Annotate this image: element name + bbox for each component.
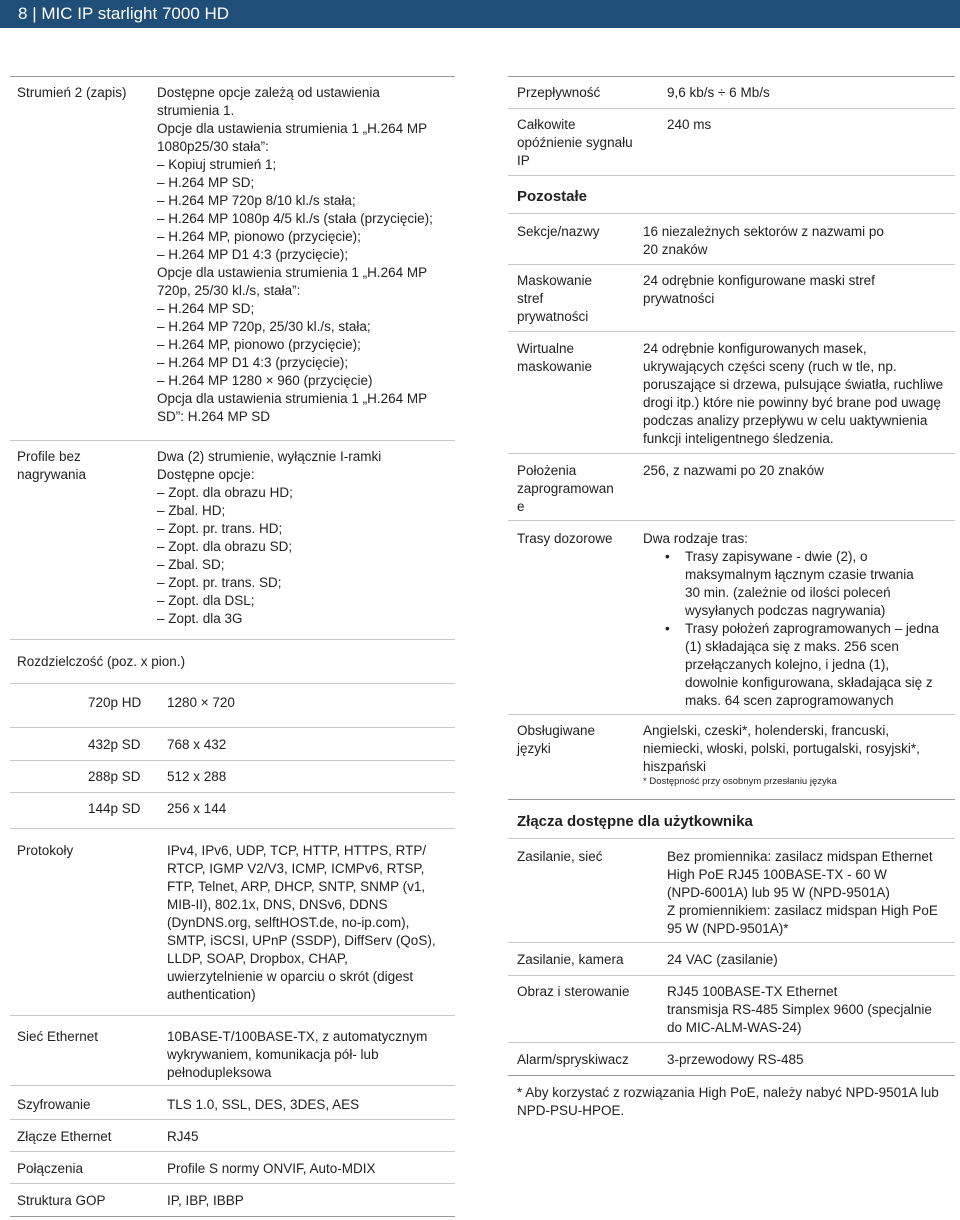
section-title-connectors: Złącza dostępne dla użytkownika [517, 813, 753, 830]
languages-value: Angielski, czeski*, holenderski, francuski, niemiecki, włoski, polski, portugalski, rosyjski*, hiszpański [643, 723, 920, 774]
divider [10, 1216, 455, 1217]
latency-label: Całkowite opóźnienie sygnału IP [517, 117, 633, 168]
power-net-value: Bez promiennika: zasilacz midspan Ethernet High PoE RJ45 100BASE-TX - 60 W (NPD-6001A) lub 95 W (NPD-9501A) Z promiennikiem: zasilacz midspan High PoE 95 W (NPD-9501A)* [667, 849, 938, 936]
resolution-row-value: 512 x 288 [167, 769, 227, 784]
sectors-value: 16 niezależnych sektorów z nazwami po 20 znaków [643, 224, 884, 257]
presets-label: Położenia zaprogramowan e [517, 463, 614, 514]
tours-label: Trasy dozorowe [517, 531, 613, 546]
alarm-value: 3-przewodowy RS-485 [667, 1052, 804, 1067]
page-number: 8 [18, 4, 28, 23]
protocols-label: Protokoły [17, 843, 74, 858]
stream2-value: Dostępne opcje zależą od ustawienia strumienia 1. Opcje dla ustawienia strumienia 1 „H.264 MP 1080p25/30 stała”: – Kopiuj strumień 1; – H.264 MP SD; – H.264 MP 720p 8/10 kl./s stała; – H.264 MP 1080p 4/5 kl./s (stała (przycięcie); – H.264 MP, pionowo (przycięcie); – H.264 MP D1 4:3 (przycięcie); Opcje dla ustawienia strumienia 1 „H.264 MP 720p, 25/30 kl./s, stała”: – H.264 MP SD; – H.264 MP 720p, 25/30 kl./s, stała; – H.264 MP, pionowo (przycięcie); – H.264 MP D1 4:3 (przycięcie); – H.264 MP 1280 × 960 (przycięcie) Opcja dla ustawienia strumienia 1 „H.264 MP SD”: H.264 MP SD [157, 85, 433, 424]
ethernet-label: Sieć Ethernet [17, 1029, 99, 1044]
languages-value-block [643, 722, 953, 788]
gop-label: Struktura GOP [17, 1193, 106, 1208]
presets-value: 256, z nazwami po 20 znaków [643, 463, 824, 478]
header-separator: | [32, 4, 42, 23]
resolution-row-value: 768 x 432 [167, 737, 227, 752]
privacy-value: 24 odrębnie konfigurowane maski stref prywatności [643, 273, 875, 306]
divider [508, 975, 955, 976]
stream2-label: Strumień 2 (zapis) [17, 85, 127, 100]
privacy-label: Maskowanie stref prywatności [517, 273, 593, 324]
divider [508, 799, 955, 800]
languages-label: Obsługiwane języki [517, 723, 596, 756]
divider [508, 1042, 955, 1043]
resolution-row-value: 256 x 144 [167, 801, 227, 816]
divider [10, 1119, 455, 1120]
profiles-value: Dwa (2) strumienie, wyłącznie I-ramki Dostępne opcje: – Zopt. dla obrazu HD; – Zbal. HD; – Zopt. pr. trans. HD; – Zopt. dla obrazu SD; – Zbal. SD; – Zopt. pr. trans. SD; – Zopt. dla DSL; – Zopt. dla 3G [157, 449, 382, 626]
divider [508, 838, 955, 839]
divider [508, 942, 955, 943]
divider [10, 1085, 455, 1086]
divider [10, 683, 455, 684]
resolution-row-name: 288p SD [88, 769, 141, 784]
tours-intro: Dwa rodzaje tras: [643, 531, 749, 546]
resolution-row-value: 1280 × 720 [167, 695, 235, 710]
divider [508, 76, 955, 77]
profiles-label: Profile bez nagrywania [17, 449, 87, 482]
encryption-label: Szyfrowanie [17, 1097, 91, 1112]
tours-value [643, 530, 943, 710]
virtual-label: Wirtualne maskowanie [517, 341, 593, 374]
resolution-label: Rozdzielczość (poz. x pion.) [17, 654, 186, 669]
connections-value: Profile S normy ONVIF, Auto-MDIX [167, 1161, 376, 1176]
gop-value: IP, IBP, IBBP [167, 1193, 244, 1208]
resolution-row-name: 720p HD [88, 695, 142, 710]
document-title: MIC IP starlight 7000 HD [41, 4, 230, 23]
encryption-value: TLS 1.0, SSL, DES, 3DES, AES [167, 1097, 360, 1112]
divider [508, 175, 955, 176]
divider [10, 639, 455, 640]
alarm-label: Alarm/spryskiwacz [517, 1052, 629, 1067]
list-item: • Trasy zapisywane - dwie (2), o maksymalnym łącznym czasie trwania 30 min. (zależnie od ilości poleceń wysyłanych podczas nagrywania) [643, 548, 943, 620]
footnote: * Aby korzystać z rozwiązania High PoE, należy nabyć NPD-9501A lub NPD-PSU-HPOE. [517, 1085, 939, 1118]
video-ctrl-label: Obraz i sterowanie [517, 984, 630, 999]
divider [508, 108, 955, 109]
section-title-other: Pozostałe [517, 188, 588, 205]
latency-value: 240 ms [667, 117, 712, 132]
connections-label: Połączenia [17, 1161, 84, 1176]
resolution-row-name: 432p SD [88, 737, 141, 752]
sectors-label: Sekcje/nazwy [517, 224, 600, 239]
list-item: • Trasy położeń zaprogramowanych – jedna (1) składająca się z maks. 256 scen przełączanych kolejno, i jedna (1), dowolnie konfigurowana, składająca się z maks. 64 scen zaprogramowanych [643, 620, 943, 710]
divider [10, 727, 455, 728]
languages-note: * Dostępność przy osobnym przesłaniu języka [643, 776, 837, 787]
video-ctrl-value: RJ45 100BASE-TX Ethernet transmisja RS-485 Simplex 9600 (specjalnie do MIC-ALM-WAS-24) [667, 984, 932, 1035]
divider [508, 331, 955, 332]
divider [10, 1183, 455, 1184]
throughput-label: Przepływność [517, 85, 601, 100]
divider [10, 440, 455, 441]
divider [508, 714, 955, 715]
resolution-row-name: 144p SD [88, 801, 141, 816]
throughput-value: 9,6 kb/s ÷ 6 Mb/s [667, 85, 770, 100]
tours-list [643, 548, 943, 710]
ethernet-connector-value: RJ45 [167, 1129, 199, 1144]
divider [508, 520, 955, 521]
divider [10, 792, 455, 793]
divider [508, 264, 955, 265]
ethernet-value: 10BASE-T/100BASE-TX, z automatycznym wykrywaniem, komunikacja pół- lub pełnodupleksowa [167, 1029, 428, 1080]
virtual-value: 24 odrębnie konfigurowanych masek, ukrywających części sceny (ruch w tle, np. poruszające si drzewa, pulsujące światła, ruchliwe drogi itp.) które nie powinny być brane pod uwagę podczas analizy przepływu w celu uaktywnienia funkcji inteligentnego śledzenia. [643, 341, 944, 446]
page-header [0, 0, 960, 28]
ethernet-connector-label: Złącze Ethernet [17, 1129, 112, 1144]
divider [508, 213, 955, 214]
divider [10, 828, 455, 829]
protocols-value: IPv4, IPv6, UDP, TCP, HTTP, HTTPS, RTP/ RTCP, IGMP V2/V3, ICMP, ICMPv6, RTSP, FTP, Telnet, ARP, DHCP, SNTP, SNMP (v1, MIB-II), 802.1x, DNS, DNSv6, DDNS (DynDNS.org, selftHOST.de, no-ip.com), SMTP, iSCSI, UPnP (SSDP), DiffServ (QoS), LLDP, SOAP, Dropbox, CHAP, uwierzytelnienie w oparciu o skrót (digest authentication) [167, 843, 436, 1002]
power-cam-label: Zasilanie, kamera [517, 952, 624, 967]
divider [508, 453, 955, 454]
divider [10, 76, 455, 77]
divider [10, 1015, 455, 1016]
power-net-label: Zasilanie, sieć [517, 849, 603, 864]
divider [10, 760, 455, 761]
power-cam-value: 24 VAC (zasilanie) [667, 952, 778, 967]
divider [10, 1151, 455, 1152]
divider [508, 1075, 955, 1076]
